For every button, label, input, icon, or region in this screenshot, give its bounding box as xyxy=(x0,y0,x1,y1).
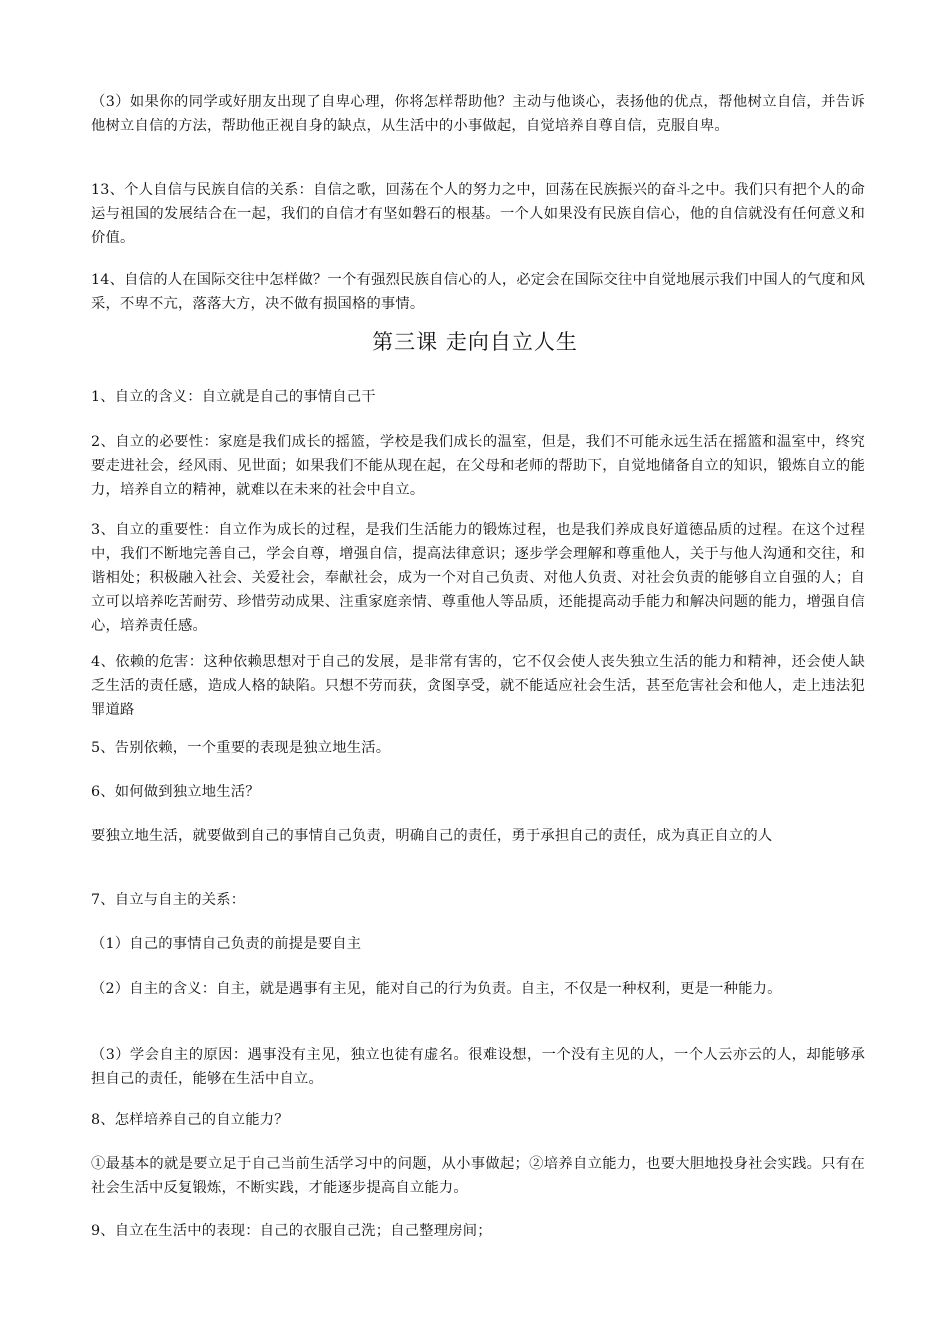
paragraph-7-1-premise: （1）自己的事情自己负责的前提是要自主 xyxy=(91,936,362,952)
paragraph-8-answer: ①最基本的就是要立足于自己当前生活学习中的问题，从小事做起；②培养自立能力，也要大胆地投身社会实践。只有在社会生活中反复锻炼，不断实践，才能逐步提高自立能力。 xyxy=(91,1156,865,1196)
paragraph-9-independence-in-life: 9、自立在生活中的表现：自己的衣服自己洗；自己整理房间； xyxy=(91,1223,492,1239)
paragraph-help-friend-low-self-esteem: （3）如果你的同学或好朋友出现了自卑心理，你将怎样帮助他？主动与他谈心，表扬他的优点，帮他树立自信，并告诉他树立自信的方法，帮助他正视自身的缺点，从生活中的小事做起，自觉培养自尊自信，克服自卑。 xyxy=(91,94,865,134)
paragraph-2-necessity-of-independence: 2、自立的必要性：家庭是我们成长的摇篮，学校是我们成长的温室，但是，我们不可能永远生活在摇篮和温室中，终究要走进社会，经风雨、见世面；如果我们不能从现在起，在父母和老师的帮助下，自觉地储备自立的知识，锻炼自立的能力，培养自立的精神，就难以在未来的社会中自立。 xyxy=(91,434,865,498)
paragraph-1-meaning-of-independence: 1、自立的含义：自立就是自己的事情自己干 xyxy=(91,389,376,405)
paragraph-6-answer: 要独立地生活，就要做到自己的事情自己负责，明确自己的责任，勇于承担自己的责任，成为真正自立的人 xyxy=(91,828,773,844)
lesson-title: 第三课 走向自立人生 xyxy=(372,330,578,354)
paragraph-7-3-why-learn-autonomy: （3）学会自主的原因：遇事没有主见，独立也徒有虚名。很难设想，一个没有主见的人，一个人云亦云的人，却能够承担自己的责任，能够在生活中自立。 xyxy=(91,1047,865,1087)
paragraph-13-personal-national-confidence: 13、个人自信与民族自信的关系：自信之歌，回荡在个人的努力之中，回荡在民族振兴的奋斗之中。我们只有把个人的命运与祖国的发展结合在一起，我们的自信才有坚如磐石的根基。一个人如果没有民族自信心，他的自信就没有任何意义和价值。 xyxy=(91,182,865,246)
paragraph-3-importance-of-independence: 3、自立的重要性：自立作为成长的过程，是我们生活能力的锻炼过程，也是我们养成良好道德品质的过程。在这个过程中，我们不断地完善自己，学会自尊，增强自信，提高法律意识；逐步学会理解和尊重他人，关于与他人沟通和交往，和谐相处；积极融入社会、关爱社会，奉献社会，成为一个对自己负责、对他人负责、对社会负责的能够自立自强的人；自立可以培养吃苦耐劳、珍惜劳动成果、注重家庭亲情、尊重他人等品质，还能提高动手能力和解决问题的能力，增强自信心，培养责任感。 xyxy=(91,522,865,634)
paragraph-7-independence-autonomy: 7、自立与自主的关系： xyxy=(91,892,246,908)
paragraph-7-2-meaning-of-autonomy: （2）自主的含义：自主，就是遇事有主见，能对自己的行为负责。自主，不仅是一种权利，更是一种能力。 xyxy=(91,981,782,997)
paragraph-14-international-exchange: 14、自信的人在国际交往中怎样做？一个有强烈民族自信心的人，必定会在国际交往中自觉地展示我们中国人的气度和风采，不卑不亢，落落大方，决不做有损国格的事情。 xyxy=(91,272,865,312)
paragraph-4-harm-of-dependence: 4、依赖的危害：这种依赖思想对于自己的发展，是非常有害的，它不仅会使人丧失独立生活的能力和精神，还会使人缺乏生活的责任感，造成人格的缺陷。只想不劳而获，贪图享受，就不能适应社会生活，甚至危害社会和他人，走上违法犯罪道路 xyxy=(91,654,865,718)
paragraph-5-farewell-dependence: 5、告别依赖，一个重要的表现是独立地生活。 xyxy=(91,740,391,756)
paragraph-6-how-to-live-independently: 6、如何做到独立地生活？ xyxy=(91,784,260,800)
paragraph-8-cultivate-independence: 8、怎样培养自己的自立能力？ xyxy=(91,1112,289,1128)
